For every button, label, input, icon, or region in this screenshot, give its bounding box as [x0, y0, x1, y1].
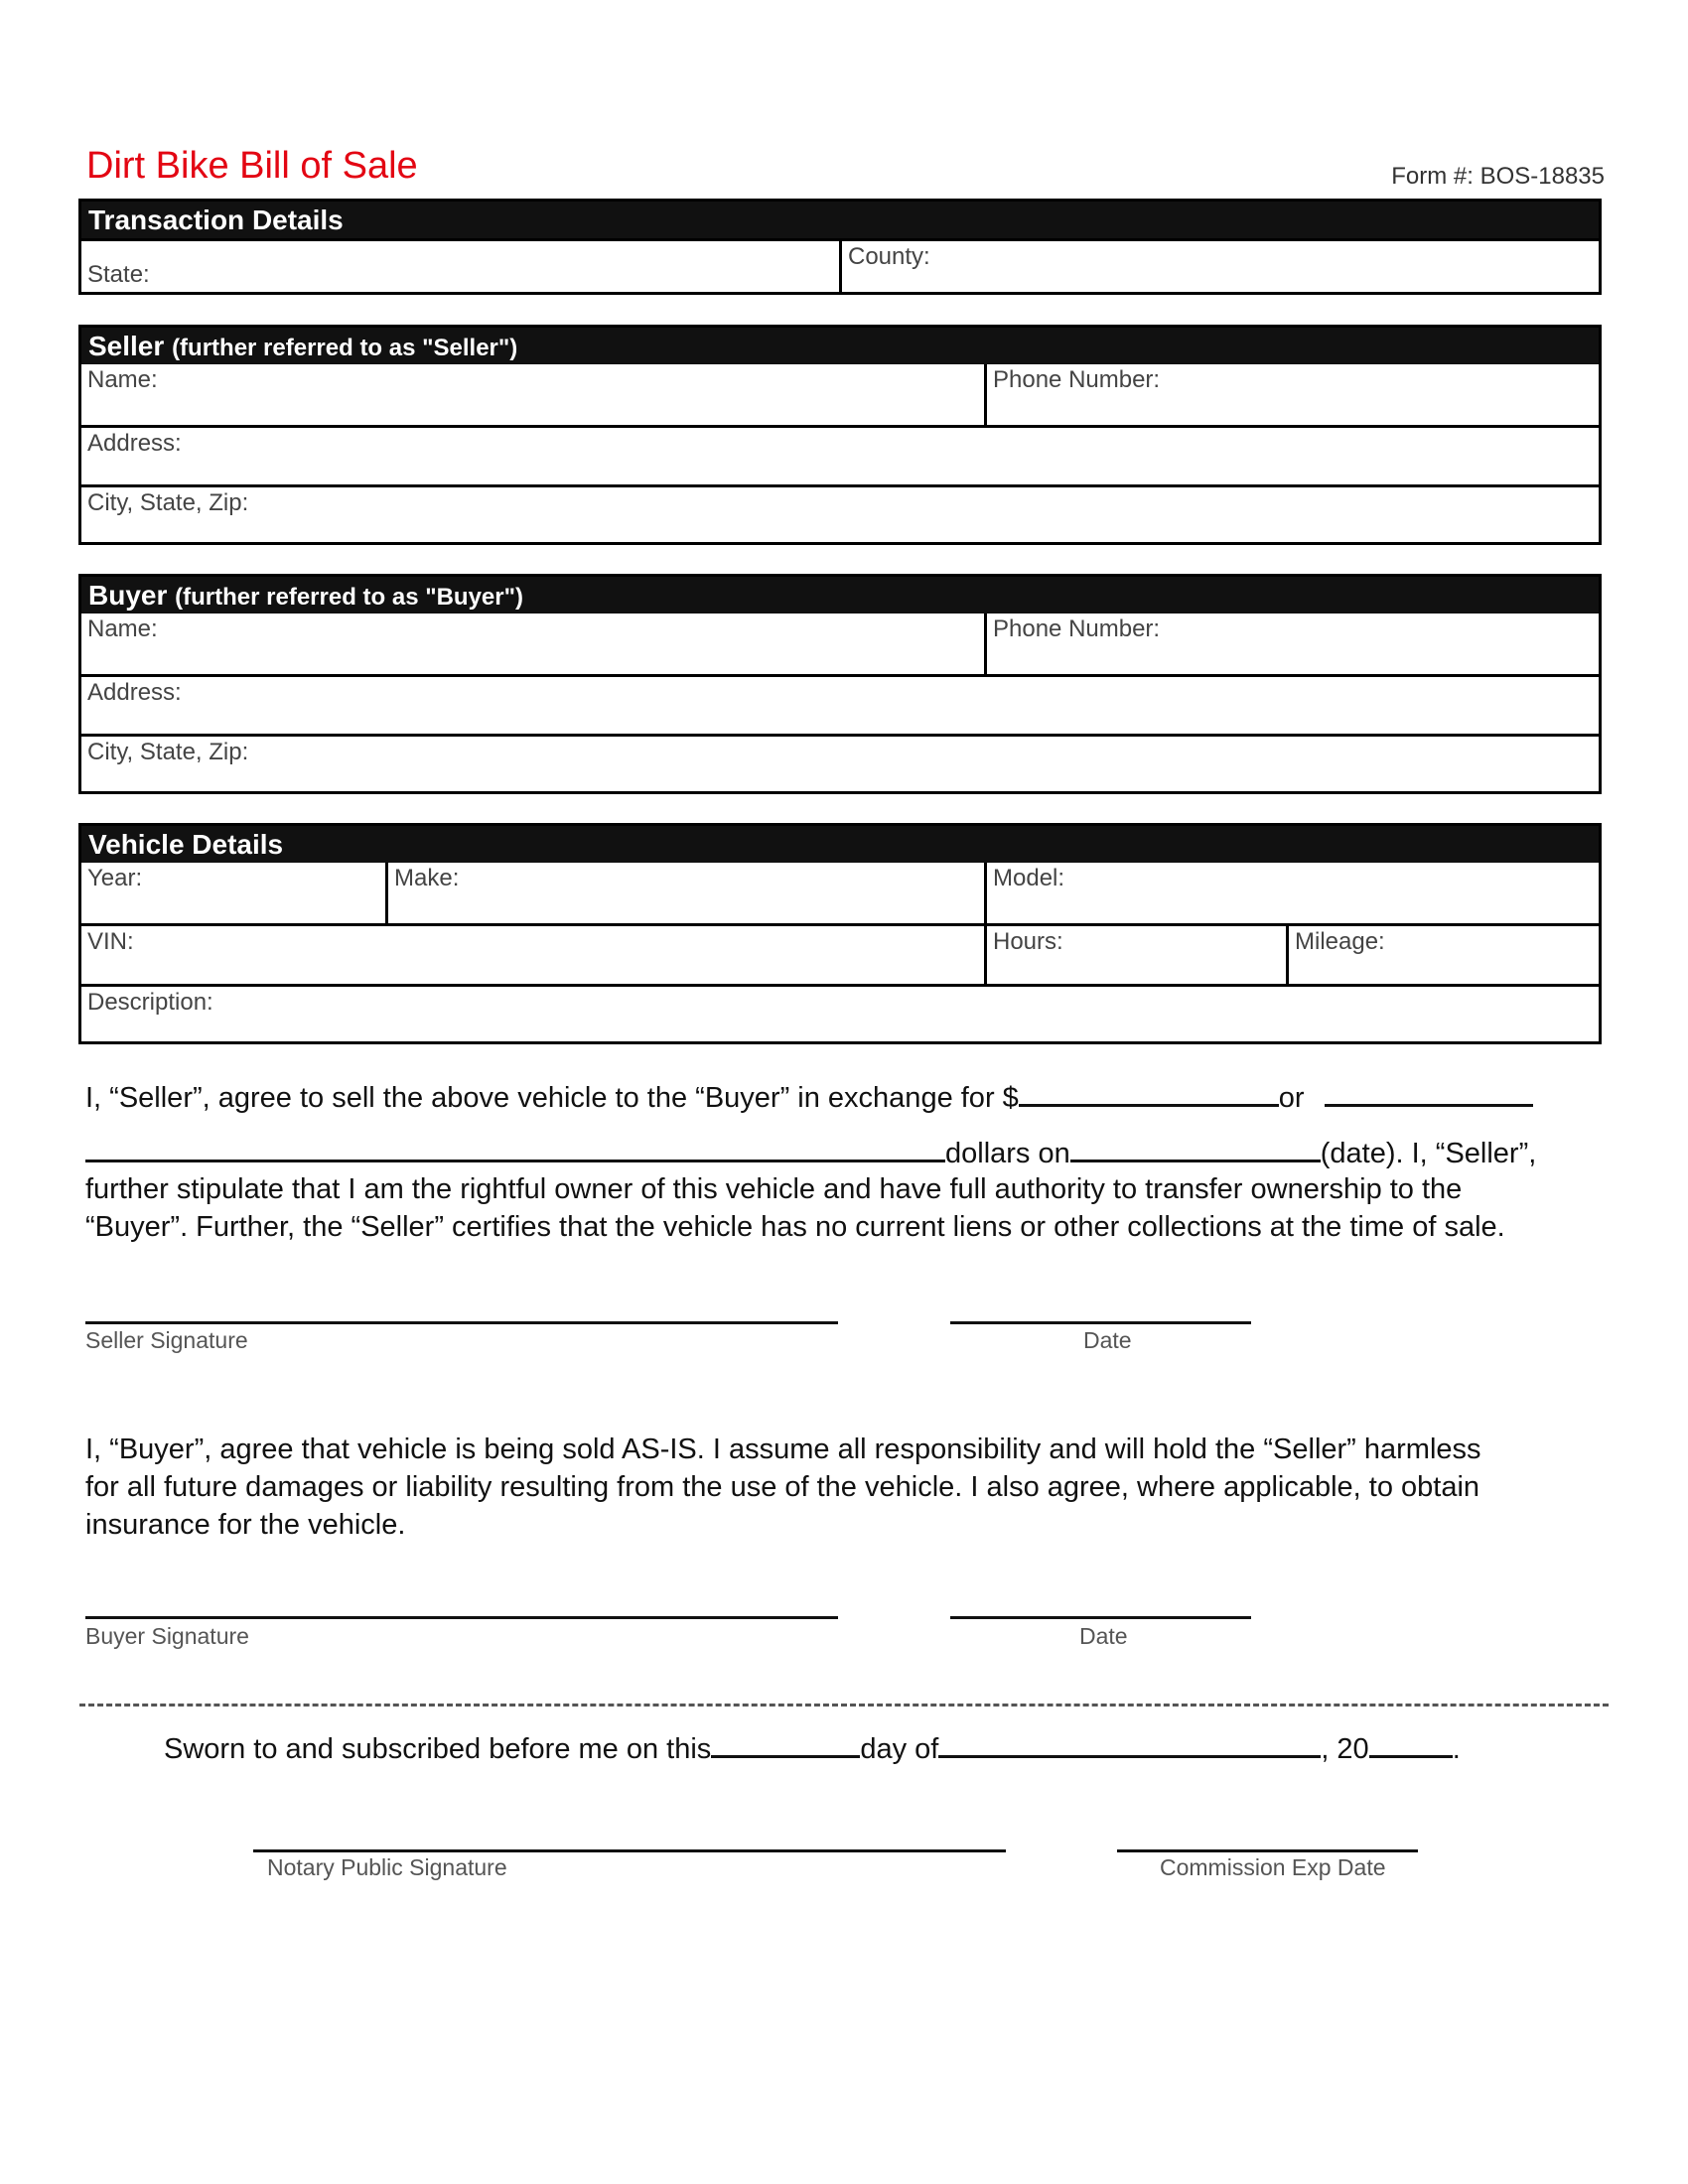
- buyer-phone-label: Phone Number:: [993, 615, 1161, 642]
- vehicle-make-field[interactable]: [385, 863, 984, 923]
- commission-exp-date-line[interactable]: [1117, 1849, 1418, 1852]
- seller-date-label: Date: [1083, 1327, 1132, 1353]
- vehicle-vin-field[interactable]: [81, 926, 984, 984]
- notary-sworn-line: [164, 1727, 1461, 1768]
- seller-agreement-line-2: [85, 1132, 1536, 1172]
- buyer-agreement-line-2: for all future damages or liability resulting from the use of the vehicle. I also agree, where applicable, to obtain: [85, 1471, 1480, 1503]
- seller-agreement-line-4: “Buyer”. Further, the “Seller” certifies that the vehicle has no current liens or other collections at the time of sale.: [85, 1211, 1505, 1243]
- seller-header-title: Seller: [88, 331, 165, 361]
- seller-city-state-zip-field[interactable]: [81, 487, 1599, 542]
- vehicle-model-field[interactable]: [984, 863, 1599, 923]
- buyer-header-subtitle: (further referred to as "Buyer"): [175, 584, 523, 611]
- vehicle-year-field[interactable]: [81, 863, 385, 923]
- seller-address-label: Address:: [87, 430, 182, 457]
- vehicle-make-label: Make:: [394, 865, 460, 891]
- buyer-address-field[interactable]: [81, 677, 1599, 734]
- seller-name-field[interactable]: [81, 364, 984, 425]
- seller-signature-line[interactable]: [85, 1321, 838, 1324]
- seller-agreement-text-1: I, “Seller”, agree to sell the above vehicle to the “Buyer” in exchange for $: [85, 1082, 1019, 1114]
- county-field[interactable]: [839, 241, 1599, 292]
- section-header-seller: [81, 328, 1599, 364]
- seller-section: [78, 325, 1602, 545]
- notary-signature-label: Notary Public Signature: [267, 1854, 507, 1880]
- year-prefix-text: , 20: [1321, 1733, 1369, 1765]
- buyer-name-label: Name:: [87, 615, 158, 642]
- notary-signature-line[interactable]: [253, 1849, 1006, 1852]
- buyer-signature-line[interactable]: [85, 1616, 838, 1619]
- state-field[interactable]: [81, 241, 839, 292]
- seller-agreement-line-3: further stipulate that I am the rightful owner of this vehicle and have full authority to transfer ownership to the: [85, 1173, 1463, 1205]
- seller-city-state-zip-label: City, State, Zip:: [87, 489, 249, 516]
- buyer-city-state-zip-label: City, State, Zip:: [87, 739, 249, 765]
- seller-date-line[interactable]: [950, 1321, 1251, 1324]
- section-header-transaction: Transaction Details: [81, 202, 1599, 238]
- date-text: (date). I, “Seller”,: [1320, 1138, 1537, 1169]
- dollars-on-text: dollars on: [945, 1138, 1070, 1169]
- vehicle-model-label: Model:: [993, 865, 1065, 891]
- buyer-date-line[interactable]: [950, 1616, 1251, 1619]
- notary-month-blank[interactable]: [938, 1727, 1321, 1758]
- seller-agreement-line-1: [85, 1076, 1533, 1117]
- vehicle-mileage-field[interactable]: [1286, 926, 1599, 984]
- notary-year-blank[interactable]: [1369, 1727, 1453, 1758]
- commission-exp-date-label: Commission Exp Date: [1160, 1854, 1386, 1880]
- buyer-phone-field[interactable]: [984, 614, 1599, 674]
- vehicle-year-label: Year:: [87, 865, 143, 891]
- buyer-name-field[interactable]: [81, 614, 984, 674]
- buyer-signature-label: Buyer Signature: [85, 1623, 249, 1649]
- state-label: State:: [87, 261, 150, 288]
- seller-signature-label: Seller Signature: [85, 1327, 248, 1353]
- or-text: or: [1278, 1082, 1305, 1114]
- buyer-section: [78, 574, 1602, 794]
- buyer-header-title: Buyer: [88, 580, 168, 611]
- buyer-agreement-line-3: insurance for the vehicle.: [85, 1509, 406, 1541]
- seller-phone-field[interactable]: [984, 364, 1599, 425]
- section-header-buyer: [81, 577, 1599, 614]
- seller-address-field[interactable]: [81, 428, 1599, 484]
- seller-name-label: Name:: [87, 366, 158, 393]
- vehicle-description-field[interactable]: [81, 987, 1599, 1041]
- notary-day-blank[interactable]: [711, 1727, 860, 1758]
- buyer-city-state-zip-field[interactable]: [81, 737, 1599, 791]
- sworn-text: Sworn to and subscribed before me on this: [164, 1733, 712, 1765]
- vehicle-description-label: Description:: [87, 989, 213, 1016]
- vehicle-hours-label: Hours:: [993, 928, 1063, 955]
- document-title: Dirt Bike Bill of Sale: [86, 145, 418, 187]
- price-words-blank[interactable]: [85, 1132, 945, 1162]
- buyer-date-label: Date: [1079, 1623, 1128, 1649]
- trade-item-blank[interactable]: [1325, 1076, 1533, 1107]
- vehicle-details-section: [78, 823, 1602, 1044]
- notary-section-divider: [79, 1704, 1609, 1706]
- buyer-address-label: Address:: [87, 679, 182, 706]
- period-text: .: [1452, 1733, 1461, 1765]
- form-number: Form #: BOS-18835: [1391, 163, 1605, 190]
- buyer-agreement-line-1: I, “Buyer”, agree that vehicle is being sold AS-IS. I assume all responsibility and will hold the “Seller” harmless: [85, 1433, 1481, 1465]
- transaction-details-section: [78, 199, 1602, 295]
- vehicle-mileage-label: Mileage:: [1295, 928, 1385, 955]
- seller-phone-label: Phone Number:: [993, 366, 1161, 393]
- sale-date-blank[interactable]: [1070, 1132, 1321, 1162]
- vehicle-hours-field[interactable]: [984, 926, 1286, 984]
- day-of-text: day of: [860, 1733, 939, 1765]
- county-label: County:: [848, 243, 930, 270]
- section-header-vehicle: Vehicle Details: [81, 826, 1599, 863]
- vehicle-vin-label: VIN:: [87, 928, 134, 955]
- price-amount-blank[interactable]: [1019, 1076, 1279, 1107]
- seller-header-subtitle: (further referred to as "Seller"): [172, 335, 518, 361]
